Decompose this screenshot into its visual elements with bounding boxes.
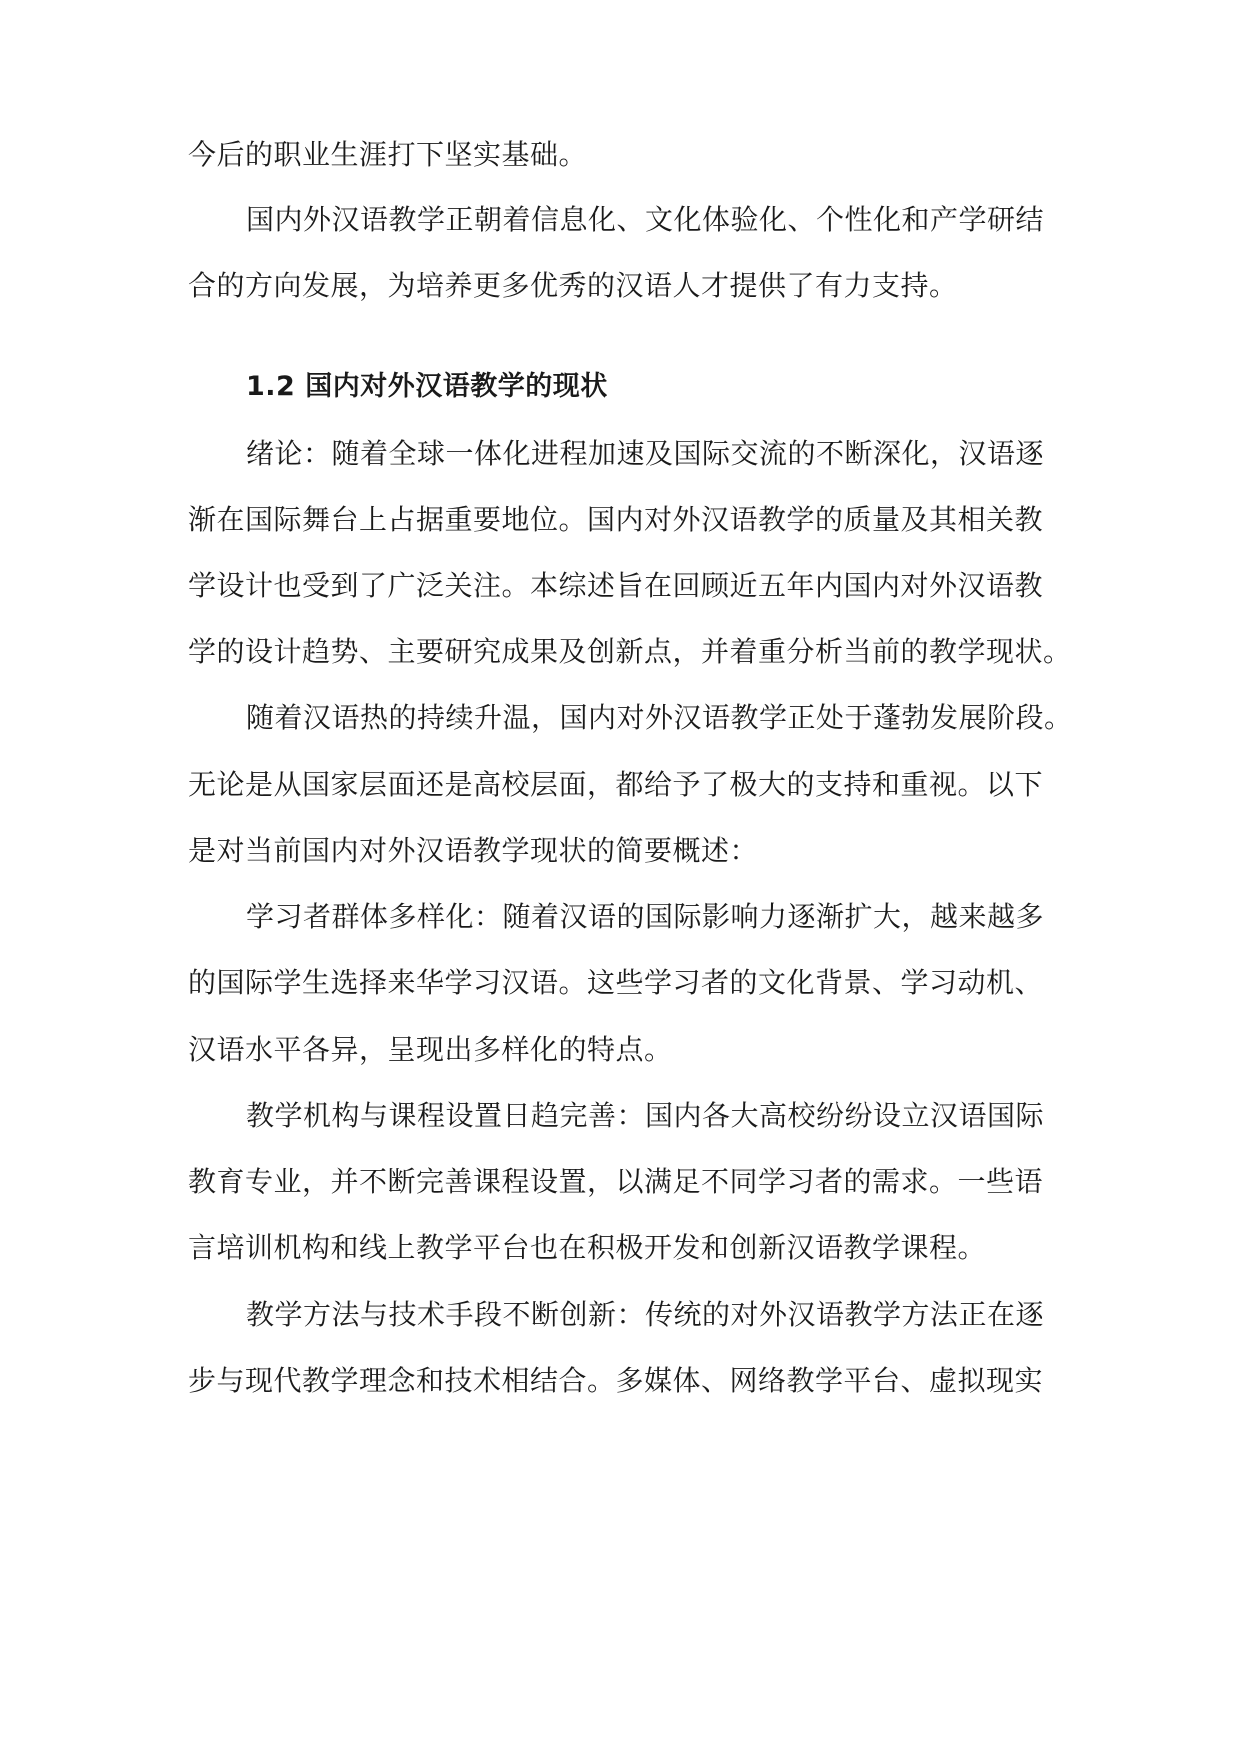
paragraph-start-line: 绪论：随着全球一体化进程加速及国际交流的不断深化，汉语逐	[246, 437, 1045, 470]
paragraph-start-line: 学习者群体多样化：随着汉语的国际影响力逐渐扩大，越来越多	[246, 900, 1045, 933]
paragraph-start-line: 教学方法与技术手段不断创新：传统的对外汉语教学方法正在逐	[246, 1298, 1045, 1331]
text-line: 合的方向发展，为培养更多优秀的汉语人才提供了有力支持。	[188, 269, 958, 302]
text-line: 言培训机构和线上教学平台也在积极开发和创新汉语教学课程。	[188, 1231, 987, 1264]
section-heading: 1.2 国内对外汉语教学的现状	[246, 371, 608, 402]
paragraph-start-line: 教学机构与课程设置日趋完善：国内各大高校纷纷设立汉语国际	[246, 1099, 1045, 1132]
text-line: 汉语水平各异，呈现出多样化的特点。	[188, 1033, 673, 1066]
text-line: 无论是从国家层面还是高校层面，都给予了极大的支持和重视。以下	[188, 768, 1044, 801]
text-line: 是对当前国内对外汉语教学现状的简要概述：	[188, 834, 759, 867]
text-line: 步与现代教学理念和技术相结合。多媒体、网络教学平台、虚拟现实	[188, 1364, 1044, 1397]
text-line: 的国际学生选择来华学习汉语。这些学习者的文化背景、学习动机、	[188, 966, 1044, 999]
paragraph-start-line: 随着汉语热的持续升温，国内对外汉语教学正处于蓬勃发展阶段。	[246, 701, 1073, 734]
text-line: 今后的职业生涯打下坚实基础。	[188, 138, 588, 171]
text-line: 渐在国际舞台上占据重要地位。国内对外汉语教学的质量及其相关教	[188, 503, 1044, 536]
text-line: 学设计也受到了广泛关注。本综述旨在回顾近五年内国内对外汉语教	[188, 569, 1044, 602]
paragraph-start-line: 国内外汉语教学正朝着信息化、文化体验化、个性化和产学研结	[246, 203, 1045, 236]
text-line: 学的设计趋势、主要研究成果及创新点，并着重分析当前的教学现状。	[188, 635, 1072, 668]
text-line: 教育专业，并不断完善课程设置，以满足不同学习者的需求。一些语	[188, 1165, 1044, 1198]
